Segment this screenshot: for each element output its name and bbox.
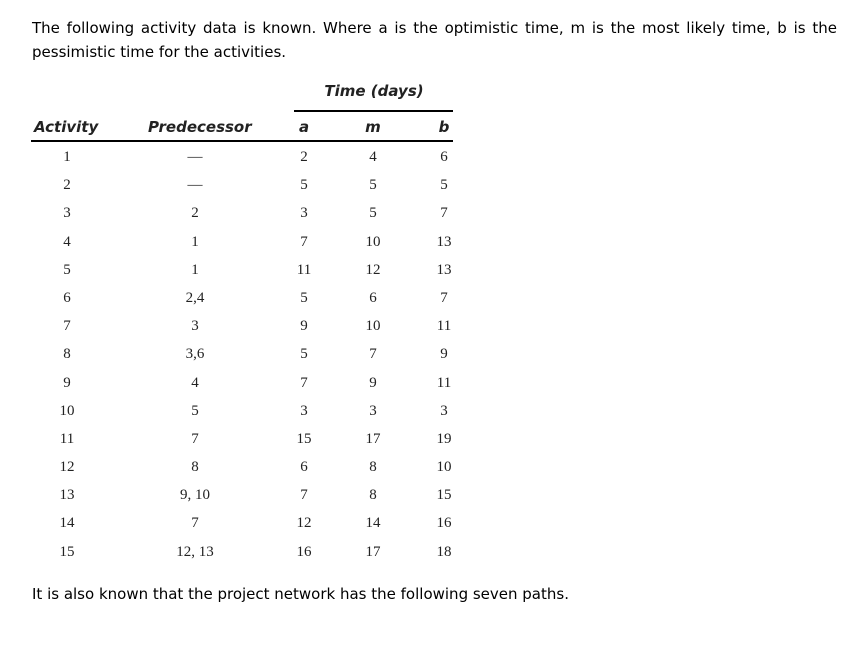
cell-a: 7 xyxy=(300,374,308,391)
cell-predecessor: 7 xyxy=(191,430,199,447)
cell-activity: 14 xyxy=(59,515,75,532)
cell-m: 17 xyxy=(365,430,381,447)
cell-b: 7 xyxy=(440,205,448,222)
table-row xyxy=(0,173,480,201)
cell-m: 10 xyxy=(365,318,381,335)
cell-b: 18 xyxy=(436,543,452,560)
table-row xyxy=(0,540,480,568)
cell-a: 15 xyxy=(296,430,312,447)
cell-activity: 4 xyxy=(63,233,71,250)
cell-predecessor: 4 xyxy=(191,374,199,391)
cell-activity: 9 xyxy=(63,374,71,391)
cell-m: 14 xyxy=(365,515,381,532)
table-row xyxy=(0,258,480,286)
outro-paragraph: It is also known that the project network has the following seven paths. xyxy=(32,585,569,603)
cell-m: 8 xyxy=(369,459,377,476)
activity-table-body xyxy=(0,145,480,568)
cell-predecessor: — xyxy=(187,177,203,194)
cell-b: 6 xyxy=(440,149,448,165)
cell-a: 12 xyxy=(296,515,312,532)
cell-activity: 12 xyxy=(59,459,75,476)
cell-a: 9 xyxy=(300,318,308,335)
column-header-predecessor: Predecessor xyxy=(148,118,252,136)
time-group-rule xyxy=(294,110,453,112)
cell-activity: 13 xyxy=(59,487,75,504)
cell-activity: 11 xyxy=(59,430,75,447)
cell-b: 16 xyxy=(436,515,452,532)
cell-b: 7 xyxy=(440,289,448,306)
cell-predecessor: 1 xyxy=(191,261,199,278)
cell-predecessor: 2 xyxy=(191,205,199,222)
cell-m: 4 xyxy=(369,149,377,165)
cell-b: 15 xyxy=(436,487,452,504)
cell-activity: 5 xyxy=(63,261,71,278)
cell-b: 10 xyxy=(436,459,452,476)
time-days-header: Time (days) xyxy=(324,82,424,100)
cell-a: 11 xyxy=(296,261,312,278)
table-row xyxy=(0,342,480,370)
cell-activity: 3 xyxy=(63,205,71,222)
cell-b: 5 xyxy=(440,177,448,194)
cell-a: 5 xyxy=(300,177,308,194)
table-row xyxy=(0,201,480,229)
column-header-a: a xyxy=(298,118,310,136)
cell-m: 5 xyxy=(369,205,377,222)
cell-activity: 1 xyxy=(63,149,71,165)
cell-predecessor: 3 xyxy=(191,318,199,335)
cell-predecessor: 9, 10 xyxy=(180,487,210,504)
cell-a: 3 xyxy=(300,205,308,222)
cell-predecessor: 3,6 xyxy=(185,346,205,363)
table-row xyxy=(0,511,480,539)
cell-activity: 15 xyxy=(59,543,75,560)
cell-predecessor: 12, 13 xyxy=(176,543,214,560)
cell-m: 17 xyxy=(365,543,381,560)
table-row xyxy=(0,371,480,399)
cell-b: 13 xyxy=(436,261,452,278)
table-row xyxy=(0,314,480,342)
cell-predecessor: 8 xyxy=(191,459,199,476)
cell-b: 13 xyxy=(436,233,452,250)
cell-activity: 6 xyxy=(63,289,71,306)
table-row xyxy=(0,230,480,258)
cell-predecessor: 2,4 xyxy=(185,289,205,306)
cell-m: 9 xyxy=(369,374,377,391)
table-row xyxy=(0,483,480,511)
cell-b: 19 xyxy=(436,430,452,447)
header-rule xyxy=(31,140,453,142)
cell-activity: 7 xyxy=(63,318,71,335)
cell-activity: 8 xyxy=(63,346,71,363)
cell-a: 7 xyxy=(300,487,308,504)
table-row xyxy=(0,145,480,173)
cell-a: 6 xyxy=(300,459,308,476)
column-header-b: b xyxy=(438,118,450,136)
cell-a: 7 xyxy=(300,233,308,250)
cell-a: 16 xyxy=(296,543,312,560)
cell-b: 9 xyxy=(440,346,448,363)
table-row xyxy=(0,286,480,314)
cell-b: 11 xyxy=(436,374,452,391)
column-header-activity: Activity xyxy=(34,118,99,136)
cell-activity: 2 xyxy=(63,177,71,194)
cell-m: 5 xyxy=(369,177,377,194)
cell-m: 12 xyxy=(365,261,381,278)
cell-b: 11 xyxy=(436,318,452,335)
cell-a: 3 xyxy=(300,402,308,419)
cell-a: 2 xyxy=(300,149,308,165)
cell-m: 3 xyxy=(369,402,377,419)
cell-b: 3 xyxy=(440,402,448,419)
cell-activity: 10 xyxy=(59,402,75,419)
cell-a: 5 xyxy=(300,346,308,363)
table-row xyxy=(0,399,480,427)
cell-m: 7 xyxy=(369,346,377,363)
cell-m: 8 xyxy=(369,487,377,504)
table-row xyxy=(0,427,480,455)
column-header-m: m xyxy=(365,118,381,136)
cell-a: 5 xyxy=(300,289,308,306)
table-row xyxy=(0,455,480,483)
intro-paragraph: The following activity data is known. Where a is the optimistic time, m is the most likely time, b is the pessimistic time for the activities. xyxy=(32,19,837,61)
cell-predecessor: — xyxy=(187,149,203,165)
cell-m: 6 xyxy=(369,289,377,306)
cell-predecessor: 1 xyxy=(191,233,199,250)
cell-predecessor: 7 xyxy=(191,515,199,532)
cell-predecessor: 5 xyxy=(191,402,199,419)
cell-m: 10 xyxy=(365,233,381,250)
